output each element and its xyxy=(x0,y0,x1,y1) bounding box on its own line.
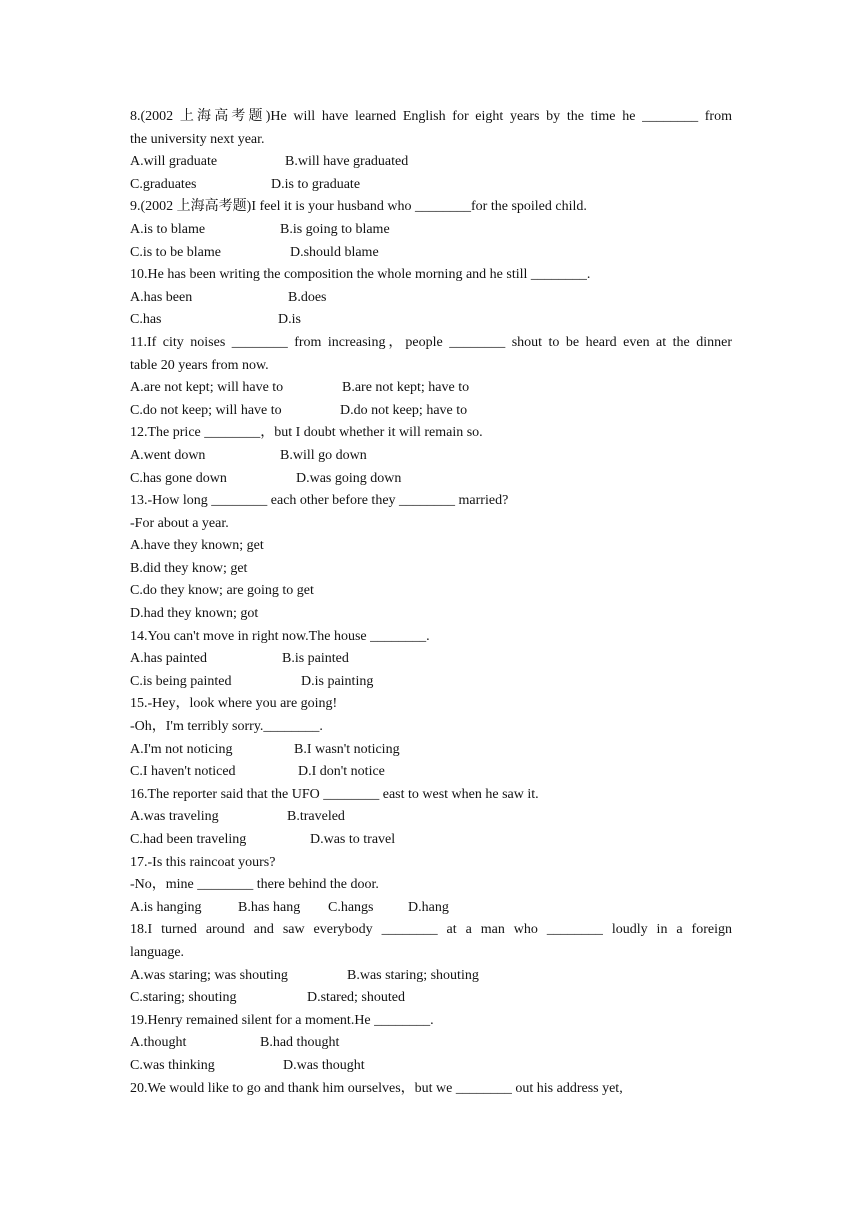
question-stem-line: 16.The reporter said that the UFO ________ east to west when he saw it. xyxy=(130,786,539,802)
answer-option: A.have they known; get xyxy=(130,538,264,554)
question-13 xyxy=(130,490,732,626)
answer-option: D.is xyxy=(278,312,301,328)
answer-option: A.thought xyxy=(130,1035,187,1051)
answer-option: C.has xyxy=(130,312,162,328)
question-stem-line: 11.If city noises ________ from increasing，people ________ shout to be heard even at the dinner xyxy=(130,334,732,350)
question-19 xyxy=(130,1010,732,1078)
answer-option: B.is painted xyxy=(282,651,349,667)
question-9 xyxy=(130,196,732,264)
answer-option: A.has been xyxy=(130,289,193,305)
options-row xyxy=(130,965,732,988)
question-stem-line: -Oh，I'm terribly sorry.________. xyxy=(130,719,323,735)
answer-option: D.was going down xyxy=(296,470,402,486)
answer-option: C.was thinking xyxy=(130,1057,215,1073)
question-15 xyxy=(130,693,732,783)
question-stem-line: 14.You can't move in right now.The house ________. xyxy=(130,628,430,644)
question-stem-line: 9.(2002 上海高考题)I feel it is your husband who ________for the spoiled child. xyxy=(130,199,587,215)
question-18 xyxy=(130,919,732,1009)
answer-option: C.had been traveling xyxy=(130,832,247,847)
answer-option: D.was to travel xyxy=(310,832,396,847)
answer-option: C.has gone down xyxy=(130,470,227,486)
options-row xyxy=(130,468,732,491)
question-stem-line: 19.Henry remained silent for a moment.He ________. xyxy=(130,1012,434,1028)
answer-option: C.I haven't noticed xyxy=(130,764,236,780)
options-row xyxy=(130,829,732,852)
question-stem-line: 15.-Hey，look where you are going! xyxy=(130,696,338,712)
question-14 xyxy=(130,626,732,694)
answer-option: C.is to be blame xyxy=(130,244,221,260)
answer-option: D.do not keep; have to xyxy=(340,402,468,418)
answer-option: A.I'm not noticing xyxy=(130,741,233,757)
answer-option: A.is hanging xyxy=(130,899,202,915)
answer-option: C.staring; shouting xyxy=(130,990,237,1006)
options-row xyxy=(130,603,732,626)
options-row xyxy=(130,219,732,242)
answer-option: A.will graduate xyxy=(130,154,218,170)
answer-option: D.had they known; got xyxy=(130,606,259,622)
question-8 xyxy=(130,106,732,196)
question-11 xyxy=(130,332,732,422)
options-row xyxy=(130,671,732,694)
answer-option: B.traveled xyxy=(287,809,345,825)
answer-option: B.does xyxy=(288,289,327,305)
answer-option: A.was traveling xyxy=(130,809,219,825)
answer-option: A.was staring; was shouting xyxy=(130,967,288,983)
question-10 xyxy=(130,264,732,332)
answer-option: C.graduates xyxy=(130,176,197,192)
answer-option: D.was thought xyxy=(283,1057,365,1073)
options-row xyxy=(130,400,732,423)
options-row xyxy=(130,580,732,603)
answer-option: A.has painted xyxy=(130,651,207,667)
question-12 xyxy=(130,422,732,490)
options-row xyxy=(130,761,732,784)
options-row xyxy=(130,309,732,332)
question-stem-line: the university next year. xyxy=(130,131,265,147)
answer-option: C.do they know; are going to get xyxy=(130,583,314,599)
options-row xyxy=(130,242,732,265)
question-stem-line: 18.I turned around and saw everybody ________ at a man who ________ loudly in a foreign xyxy=(130,922,732,938)
options-row xyxy=(130,287,732,310)
options-row xyxy=(130,739,732,762)
answer-option: D.is painting xyxy=(301,673,374,689)
answer-option: B.will go down xyxy=(280,447,367,463)
question-stem-line: 12.The price ________，but I doubt whether it will remain so. xyxy=(130,425,483,441)
question-stem-line: 8.(2002 上海高考题)He will have learned English for eight years by the time he ________ from xyxy=(130,109,732,124)
answer-option: C.is being painted xyxy=(130,673,232,689)
question-stem-line: 10.He has been writing the composition the whole morning and he still ________. xyxy=(130,267,591,283)
answer-option: C.hangs xyxy=(328,899,374,915)
options-row xyxy=(130,1055,732,1078)
options-row xyxy=(130,174,732,197)
answer-option: A.is to blame xyxy=(130,221,206,237)
options-row xyxy=(130,377,732,400)
question-stem-line: 13.-How long ________ each other before they ________ married? xyxy=(130,493,509,509)
options-row xyxy=(130,445,732,468)
question-20 xyxy=(130,1078,732,1101)
answer-option: B.is going to blame xyxy=(280,221,390,237)
answer-option: C.do not keep; will have to xyxy=(130,402,282,418)
question-17 xyxy=(130,852,732,920)
answer-option: A.are not kept; will have to xyxy=(130,380,284,396)
answer-option: D.should blame xyxy=(290,244,379,260)
options-row xyxy=(130,897,732,920)
question-stem-line: table 20 years from now. xyxy=(130,357,269,373)
options-row xyxy=(130,806,732,829)
answer-option: B.was staring; shouting xyxy=(347,967,479,983)
document-page xyxy=(130,106,732,1100)
answer-option: B.I wasn't noticing xyxy=(294,741,400,757)
question-stem-line: 20.We would like to go and thank him ourselves，but we ________ out his address yet, xyxy=(130,1080,623,1096)
answer-option: B.had thought xyxy=(260,1035,340,1051)
answer-option: D.is to graduate xyxy=(271,176,361,192)
options-row xyxy=(130,987,732,1010)
options-row xyxy=(130,151,732,174)
question-stem-line: language. xyxy=(130,944,185,960)
answer-option: A.went down xyxy=(130,447,206,463)
question-stem-line: 17.-Is this raincoat yours? xyxy=(130,854,276,870)
answer-option: B.has hang xyxy=(238,899,301,915)
options-row xyxy=(130,558,732,581)
options-row xyxy=(130,535,732,558)
options-row xyxy=(130,648,732,671)
question-16 xyxy=(130,784,732,852)
question-stem-line: -No，mine ________ there behind the door. xyxy=(130,877,379,893)
options-row xyxy=(130,1032,732,1055)
answer-option: D.stared; shouted xyxy=(307,990,405,1006)
answer-option: B.are not kept; have to xyxy=(342,380,470,396)
answer-option: D.I don't notice xyxy=(298,764,385,780)
answer-option: B.will have graduated xyxy=(285,154,409,170)
answer-option: B.did they know; get xyxy=(130,560,248,576)
question-stem-line: -For about a year. xyxy=(130,515,229,531)
answer-option: D.hang xyxy=(408,899,449,915)
